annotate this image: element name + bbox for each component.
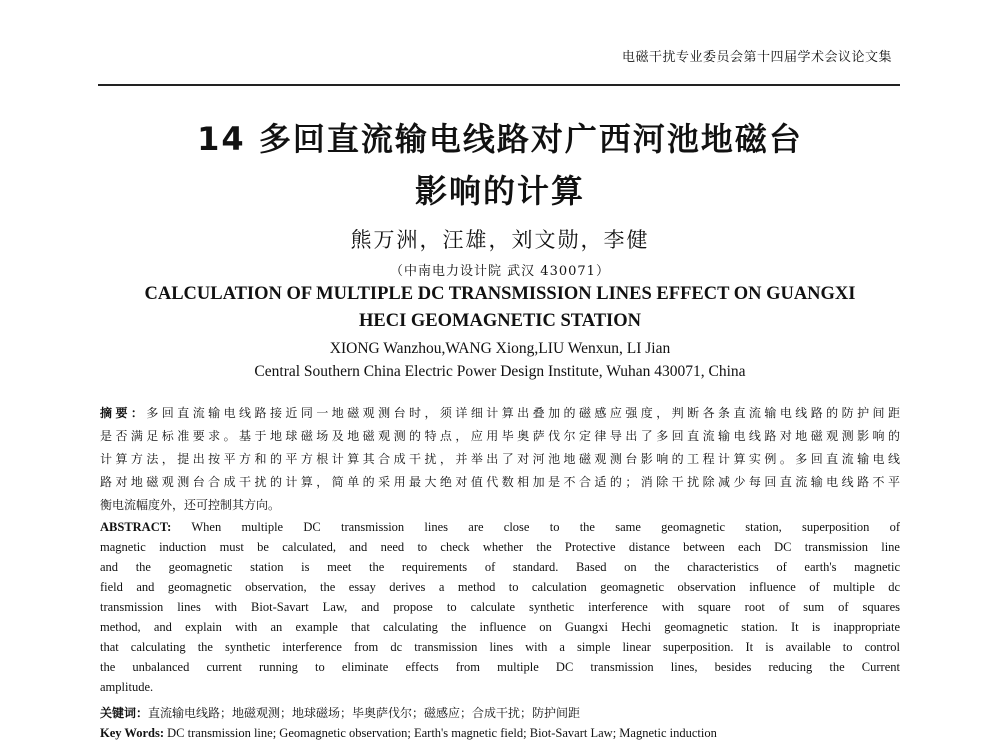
keywords-cn-label: 关键词： [100,706,149,720]
header-rule [98,84,900,86]
paper-title-en-line1: CALCULATION OF MULTIPLE DC TRANSMISSION LINES EFFECT ON GUANGXI [144,284,856,304]
abstract-cn-line: 是否满足标准要求。基于地球磁场及地磁观测的特点，应用毕奥萨伐尔定律导出了多回直流输电线路对地磁观测影响的 [100,429,900,443]
abstract-en-line: and the geomagnetic station is meet the requirements of standard. Based on the characteristics of earth's magnetic [100,560,900,574]
abstract-cn-label: 摘要： [100,406,147,420]
paper-title-en-line2: HECI GEOMAGNETIC STATION [359,311,641,331]
abstract-en-line: method, and explain with an example that calculating the influence on Guangxi Hechi geomagnetic station. It is inappropriate [100,620,900,634]
keywords-en: Key Words: DC transmission line; Geomagnetic observation; Earth's magnetic field; Biot-Savart Law; Magnetic induction [100,726,717,740]
abstract-en-line: transmission lines with Biot-Savart Law, and propose to calculate synthetic interference with square root of sum of squares [100,600,900,614]
affiliation-en: Central Southern China Electric Power Design Institute, Wuhan 430071, China [254,363,746,380]
paper-title-cn-line2: 影响的计算 [414,172,585,210]
abstract-en-line: ABSTRACT: When multiple DC transmission lines are close to the same geomagnetic station, superposition of [100,520,900,534]
running-header: 电磁干扰专业委员会第十四届学术会议论文集 [621,50,892,65]
authors-cn: 熊万洲，汪雄，刘文勋，李健 [350,228,650,252]
affiliation-cn: （中南电力设计院 武汉 430071） [390,264,610,279]
abstract-en-line: amplitude. [100,680,154,694]
abstract-cn-line: 衡电流幅度外，还可控制其方向。 [100,498,281,512]
abstract-en-label: ABSTRACT: [100,520,172,534]
abstract-en-line: field and geomagnetic observation, the essay derives a method to calculation geomagnetic observation influence of multiple dc [100,580,900,594]
abstract-cn-line: 摘要：多回直流输电线路接近同一地磁观测台时，须详细计算出叠加的磁感应强度，判断各条直流输电线路的防护间距 [100,406,900,420]
abstract-cn-line: 路对地磁观测台合成干扰的计算，简单的采用最大绝对值代数相加是不合适的；消除干扰除减少每回直流输电线路不平 [100,475,900,489]
abstract-en-line: that calculating the synthetic interference from dc transmission lines with a simple linear superposition. It is available to control [100,640,900,654]
abstract-en-line: magnetic induction must be calculated, and need to check whether the Protective distance between each DC transmission line [100,540,900,554]
keywords-en-label: Key Words: [100,726,165,740]
authors-en: XIONG Wanzhou,WANG Xiong,LIU Wenxun, LI Jian [329,340,671,357]
abstract-cn-line: 计算方法，提出按平方和的平方根计算其合成干扰，并举出了对河池地磁观测台影响的工程计算实例。多回直流输电线 [100,452,900,466]
keywords-cn: 关键词：直流输电线路；地磁观测；地球磁场；毕奥萨伐尔；磁感应；合成干扰；防护间距 [100,706,581,720]
abstract-en-line: the unbalanced current running to eliminate effects from multiple DC transmission lines, besides reducing the Current [100,660,900,674]
paper-title-cn-line1: 14 多回直流输电线路对广西河池地磁台 [197,120,803,158]
